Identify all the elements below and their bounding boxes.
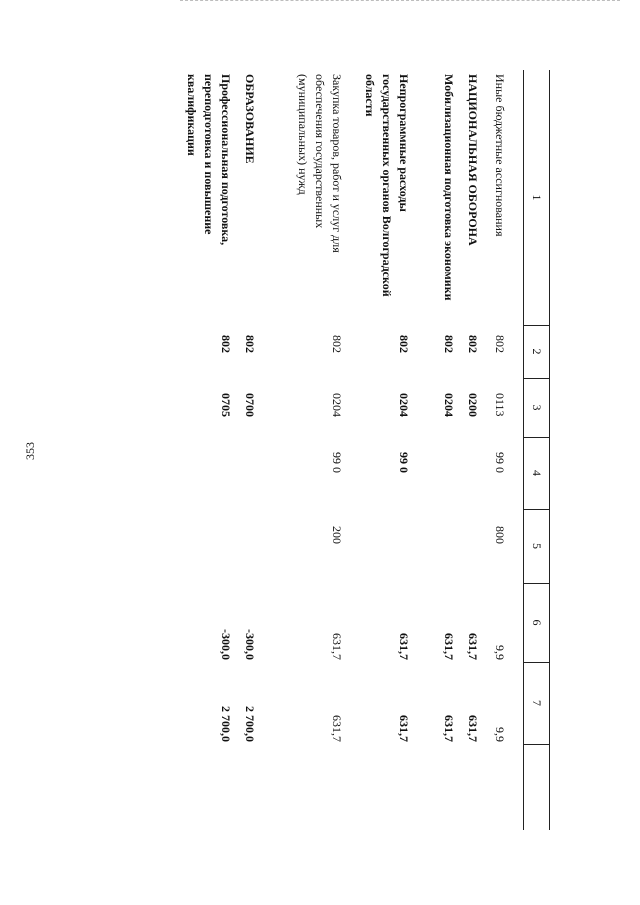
row-col7: 631,7 [442,715,456,742]
header-col-4: 4 [530,470,544,476]
row-col6: -300,0 [219,629,233,660]
row-name: ОБРАЗОВАНИЕ [243,74,257,164]
row-ved: 802 [397,335,411,353]
row-rzpr: 0200 [466,393,480,417]
row-ved: 802 [466,335,480,353]
row-csr: 99 0 [330,452,344,473]
row-rzpr: 0700 [243,393,257,417]
scan-top-rule [180,0,620,2]
header-col-7: 7 [530,700,544,706]
row-csr: 99 0 [493,452,507,473]
row-name: НАЦИОНАЛЬНАЯ ОБОРОНА [466,74,480,246]
row-csr: 99 0 [397,452,411,473]
row-col7: 631,7 [466,715,480,742]
header-col-2: 2 [530,348,544,355]
row-col7: 2 700,0 [243,706,257,742]
page-number: 353 [23,442,37,460]
header-bottom-border [523,70,524,830]
budget-table [70,70,550,830]
header-col-1: 1 [530,194,544,201]
row-name: Профессиональная подготовка, переподготовка и повышение квалификации [185,74,233,246]
row-col7: 2 700,0 [219,706,233,742]
row-vr: 800 [493,526,507,544]
row-ved: 802 [243,335,257,353]
row-rzpr: 0204 [397,393,411,417]
table-top-border [549,70,550,830]
row-col6: 631,7 [330,633,344,660]
row-ved: 802 [219,335,233,353]
col-divider [524,744,550,745]
header-col-6: 6 [530,619,544,626]
row-rzpr: 0204 [442,393,456,417]
row-col6: -300,0 [243,629,257,660]
row-rzpr: 0113 [493,393,507,417]
row-col7: 631,7 [397,715,411,742]
header-col-5: 5 [530,543,544,549]
row-col6: 631,7 [442,633,456,660]
row-name: Закупка товаров, работ и услуг для обеспечения государственных (муниципальных) нужд [296,74,344,253]
row-rzpr: 0204 [330,393,344,417]
row-name: Мобилизационная подготовка экономики [442,74,456,301]
row-rzpr: 0705 [219,393,233,417]
row-ved: 802 [493,335,507,353]
row-vr: 200 [330,526,344,544]
row-col7: 631,7 [330,715,344,742]
row-col6: 631,7 [397,633,411,660]
row-name: Иные бюджетные ассигнования [493,74,507,237]
row-col7: 9,9 [493,727,507,742]
row-col6: 631,7 [466,633,480,660]
row-col6: 9,9 [493,645,507,660]
row-ved: 802 [330,335,344,353]
row-ved: 802 [442,335,456,353]
header-col-3: 3 [530,404,544,411]
row-name: Непрограммные расходы государственных органов Волгоградской области [363,74,411,297]
